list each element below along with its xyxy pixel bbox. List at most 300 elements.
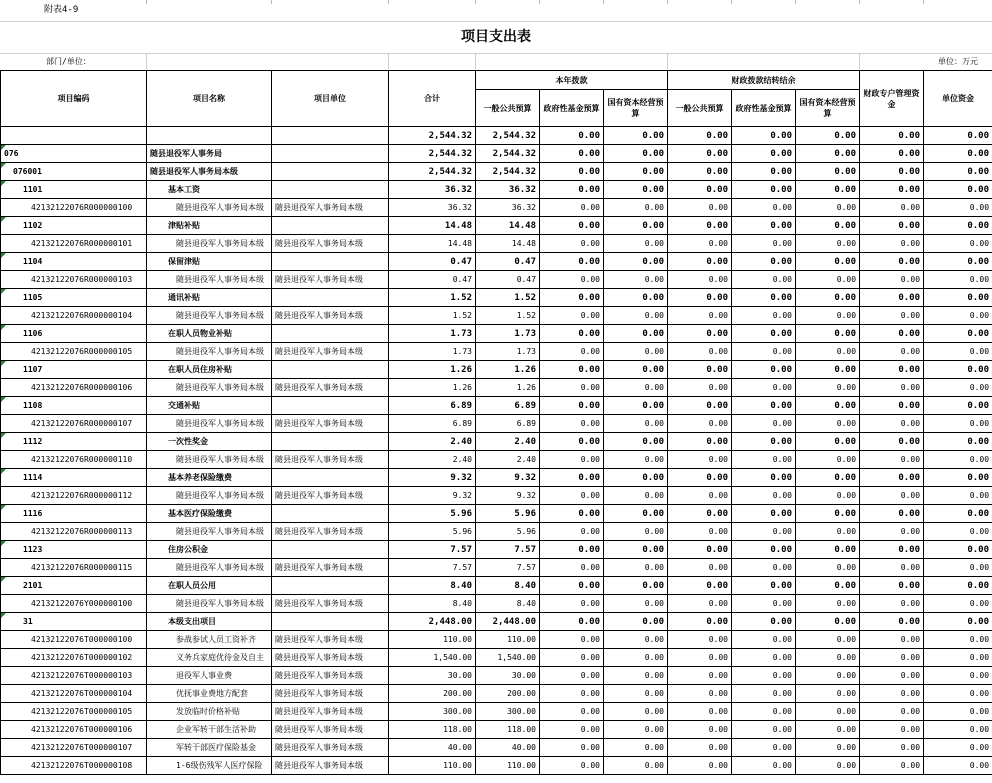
cell-zero-value[interactable]: 0.00 xyxy=(796,415,860,433)
cell-zero-value[interactable]: 0.00 xyxy=(924,487,992,505)
cell-project-code[interactable]: 42132122076R000000101 xyxy=(1,235,147,253)
header-general-public-budget[interactable]: 一般公共预算 xyxy=(476,90,540,127)
cell-project-unit[interactable]: 随县退役军人事务局本级 xyxy=(272,235,389,253)
cell-general-public-budget[interactable]: 1,540.00 xyxy=(476,649,540,667)
cell-general-public-budget[interactable]: 1.26 xyxy=(476,361,540,379)
cell-zero-value[interactable]: 0.00 xyxy=(604,577,668,595)
cell-total[interactable]: 2,544.32 xyxy=(389,163,476,181)
cell-general-public-budget[interactable]: 1.52 xyxy=(476,289,540,307)
cell-total[interactable]: 1.26 xyxy=(389,361,476,379)
cell-zero-value[interactable]: 0.00 xyxy=(732,505,796,523)
cell-project-unit[interactable] xyxy=(272,127,389,145)
cell-project-code[interactable]: 2101 xyxy=(1,577,147,595)
cell-general-public-budget[interactable]: 5.96 xyxy=(476,523,540,541)
cell-general-public-budget[interactable]: 7.57 xyxy=(476,559,540,577)
cell-zero-value[interactable]: 0.00 xyxy=(732,307,796,325)
cell-zero-value[interactable]: 0.00 xyxy=(540,703,604,721)
cell-project-unit[interactable]: 随县退役军人事务局本级 xyxy=(272,595,389,613)
cell-zero-value[interactable]: 0.00 xyxy=(796,559,860,577)
cell-zero-value[interactable]: 0.00 xyxy=(796,361,860,379)
cell-zero-value[interactable]: 0.00 xyxy=(924,757,992,775)
cell-project-name[interactable] xyxy=(147,127,272,145)
cell-project-name[interactable]: 一次性奖金 xyxy=(147,433,272,451)
cell-total[interactable]: 110.00 xyxy=(389,631,476,649)
cell-zero-value[interactable]: 0.00 xyxy=(604,145,668,163)
cell-zero-value[interactable]: 0.00 xyxy=(668,397,732,415)
cell-zero-value[interactable]: 0.00 xyxy=(604,379,668,397)
cell-zero-value[interactable]: 0.00 xyxy=(540,397,604,415)
cell-project-name[interactable]: 退役军人事业费 xyxy=(147,667,272,685)
cell-project-name[interactable]: 军转干部医疗保险基金 xyxy=(147,739,272,757)
cell-project-name[interactable]: 住房公积金 xyxy=(147,541,272,559)
cell-project-code[interactable]: 1108 xyxy=(1,397,147,415)
cell-zero-value[interactable]: 0.00 xyxy=(540,721,604,739)
cell-zero-value[interactable]: 0.00 xyxy=(604,469,668,487)
cell-project-name[interactable]: 随县退役军人事务局 xyxy=(147,145,272,163)
cell-zero-value[interactable]: 0.00 xyxy=(924,199,992,217)
cell-general-public-budget[interactable]: 0.47 xyxy=(476,271,540,289)
cell-zero-value[interactable]: 0.00 xyxy=(604,235,668,253)
cell-zero-value[interactable]: 0.00 xyxy=(860,595,924,613)
cell-project-code[interactable]: 42132122076Y000000100 xyxy=(1,595,147,613)
cell-zero-value[interactable]: 0.00 xyxy=(796,685,860,703)
cell-zero-value[interactable]: 0.00 xyxy=(796,127,860,145)
cell-zero-value[interactable]: 0.00 xyxy=(668,523,732,541)
cell-project-name[interactable]: 随县退役军人事务局本级 xyxy=(147,199,272,217)
cell-zero-value[interactable]: 0.00 xyxy=(668,217,732,235)
cell-general-public-budget[interactable]: 6.89 xyxy=(476,397,540,415)
cell-zero-value[interactable]: 0.00 xyxy=(604,559,668,577)
cell-zero-value[interactable]: 0.00 xyxy=(732,577,796,595)
cell-zero-value[interactable]: 0.00 xyxy=(668,739,732,757)
cell-zero-value[interactable]: 0.00 xyxy=(668,451,732,469)
cell-zero-value[interactable]: 0.00 xyxy=(732,145,796,163)
cell-general-public-budget[interactable]: 110.00 xyxy=(476,757,540,775)
cell-general-public-budget[interactable]: 110.00 xyxy=(476,631,540,649)
cell-project-code[interactable]: 1114 xyxy=(1,469,147,487)
cell-project-code[interactable]: 1112 xyxy=(1,433,147,451)
cell-project-unit[interactable] xyxy=(272,433,389,451)
cell-zero-value[interactable]: 0.00 xyxy=(796,235,860,253)
cell-total[interactable]: 6.89 xyxy=(389,397,476,415)
cell-zero-value[interactable]: 0.00 xyxy=(924,361,992,379)
cell-total[interactable]: 6.89 xyxy=(389,415,476,433)
cell-zero-value[interactable]: 0.00 xyxy=(924,739,992,757)
cell-zero-value[interactable]: 0.00 xyxy=(924,271,992,289)
cell-project-name[interactable]: 随县退役军人事务局本级 xyxy=(147,523,272,541)
cell-zero-value[interactable]: 0.00 xyxy=(860,145,924,163)
cell-zero-value[interactable]: 0.00 xyxy=(796,577,860,595)
header-project-unit[interactable]: 项目单位 xyxy=(272,71,389,127)
cell-zero-value[interactable]: 0.00 xyxy=(860,685,924,703)
cell-zero-value[interactable]: 0.00 xyxy=(668,703,732,721)
cell-zero-value[interactable]: 0.00 xyxy=(924,595,992,613)
cell-zero-value[interactable]: 0.00 xyxy=(924,649,992,667)
cell-zero-value[interactable]: 0.00 xyxy=(604,325,668,343)
cell-zero-value[interactable]: 0.00 xyxy=(796,379,860,397)
cell-general-public-budget[interactable]: 8.40 xyxy=(476,595,540,613)
cell-project-name[interactable]: 基本医疗保险缴费 xyxy=(147,505,272,523)
cell-total[interactable]: 200.00 xyxy=(389,685,476,703)
cell-zero-value[interactable]: 0.00 xyxy=(668,505,732,523)
cell-zero-value[interactable]: 0.00 xyxy=(796,505,860,523)
cell-zero-value[interactable]: 0.00 xyxy=(540,487,604,505)
cell-project-name[interactable]: 在职人员住房补贴 xyxy=(147,361,272,379)
cell-project-unit[interactable]: 随县退役军人事务局本级 xyxy=(272,685,389,703)
cell-project-unit[interactable]: 随县退役军人事务局本级 xyxy=(272,523,389,541)
cell-zero-value[interactable]: 0.00 xyxy=(540,217,604,235)
cell-zero-value[interactable]: 0.00 xyxy=(732,595,796,613)
cell-project-code[interactable]: 42132122076T000000102 xyxy=(1,649,147,667)
cell-zero-value[interactable]: 0.00 xyxy=(924,631,992,649)
cell-zero-value[interactable]: 0.00 xyxy=(540,307,604,325)
cell-project-code[interactable]: 076001 xyxy=(1,163,147,181)
cell-total[interactable]: 7.57 xyxy=(389,541,476,559)
cell-zero-value[interactable]: 0.00 xyxy=(668,343,732,361)
cell-zero-value[interactable]: 0.00 xyxy=(668,613,732,631)
cell-general-public-budget[interactable]: 2,544.32 xyxy=(476,145,540,163)
cell-zero-value[interactable]: 0.00 xyxy=(540,613,604,631)
cell-general-public-budget[interactable]: 1.52 xyxy=(476,307,540,325)
cell-project-unit[interactable]: 随县退役军人事务局本级 xyxy=(272,379,389,397)
cell-zero-value[interactable]: 0.00 xyxy=(732,397,796,415)
cell-zero-value[interactable]: 0.00 xyxy=(540,163,604,181)
cell-project-name[interactable]: 交通补贴 xyxy=(147,397,272,415)
cell-zero-value[interactable]: 0.00 xyxy=(668,127,732,145)
cell-project-code[interactable]: 42132122076R000000105 xyxy=(1,343,147,361)
header-fiscal-carryover[interactable]: 财政拨款结转结余 xyxy=(668,71,860,90)
cell-zero-value[interactable]: 0.00 xyxy=(540,685,604,703)
cell-zero-value[interactable]: 0.00 xyxy=(540,199,604,217)
cell-zero-value[interactable]: 0.00 xyxy=(668,163,732,181)
cell-zero-value[interactable]: 0.00 xyxy=(668,289,732,307)
cell-general-public-budget[interactable]: 5.96 xyxy=(476,505,540,523)
cell-zero-value[interactable]: 0.00 xyxy=(860,361,924,379)
cell-general-public-budget[interactable]: 200.00 xyxy=(476,685,540,703)
cell-zero-value[interactable]: 0.00 xyxy=(540,145,604,163)
cell-zero-value[interactable]: 0.00 xyxy=(732,433,796,451)
header-carryover-state-capital-budget[interactable]: 国有资本经营预算 xyxy=(796,90,860,127)
cell-project-code[interactable]: 42132122076T000000100 xyxy=(1,631,147,649)
cell-zero-value[interactable]: 0.00 xyxy=(860,487,924,505)
cell-zero-value[interactable]: 0.00 xyxy=(924,343,992,361)
cell-project-unit[interactable]: 随县退役军人事务局本级 xyxy=(272,667,389,685)
cell-project-name[interactable]: 随县退役军人事务局本级 xyxy=(147,343,272,361)
cell-zero-value[interactable]: 0.00 xyxy=(796,667,860,685)
cell-zero-value[interactable]: 0.00 xyxy=(732,469,796,487)
cell-zero-value[interactable]: 0.00 xyxy=(860,253,924,271)
cell-zero-value[interactable]: 0.00 xyxy=(860,289,924,307)
cell-project-code[interactable]: 42132122076T000000103 xyxy=(1,667,147,685)
cell-project-code[interactable]: 1116 xyxy=(1,505,147,523)
cell-total[interactable]: 8.40 xyxy=(389,595,476,613)
cell-zero-value[interactable]: 0.00 xyxy=(732,559,796,577)
cell-zero-value[interactable]: 0.00 xyxy=(668,415,732,433)
cell-project-unit[interactable] xyxy=(272,577,389,595)
cell-total[interactable]: 36.32 xyxy=(389,199,476,217)
cell-general-public-budget[interactable]: 9.32 xyxy=(476,469,540,487)
cell-zero-value[interactable]: 0.00 xyxy=(668,541,732,559)
cell-zero-value[interactable]: 0.00 xyxy=(796,469,860,487)
cell-zero-value[interactable]: 0.00 xyxy=(732,523,796,541)
cell-zero-value[interactable]: 0.00 xyxy=(668,685,732,703)
cell-zero-value[interactable]: 0.00 xyxy=(732,217,796,235)
cell-zero-value[interactable]: 0.00 xyxy=(668,433,732,451)
cell-project-code[interactable]: 1107 xyxy=(1,361,147,379)
cell-zero-value[interactable]: 0.00 xyxy=(668,307,732,325)
cell-zero-value[interactable]: 0.00 xyxy=(924,253,992,271)
cell-zero-value[interactable]: 0.00 xyxy=(732,631,796,649)
cell-zero-value[interactable]: 0.00 xyxy=(924,145,992,163)
cell-zero-value[interactable]: 0.00 xyxy=(924,541,992,559)
cell-project-unit[interactable]: 随县退役军人事务局本级 xyxy=(272,757,389,775)
cell-zero-value[interactable]: 0.00 xyxy=(604,703,668,721)
cell-zero-value[interactable]: 0.00 xyxy=(540,559,604,577)
cell-zero-value[interactable]: 0.00 xyxy=(860,559,924,577)
cell-zero-value[interactable]: 0.00 xyxy=(796,325,860,343)
cell-project-name[interactable]: 企业军转干部生活补助 xyxy=(147,721,272,739)
cell-project-name[interactable]: 参战参试人员工资补齐 xyxy=(147,631,272,649)
cell-project-unit[interactable]: 随县退役军人事务局本级 xyxy=(272,559,389,577)
cell-zero-value[interactable]: 0.00 xyxy=(860,163,924,181)
cell-zero-value[interactable]: 0.00 xyxy=(668,235,732,253)
cell-general-public-budget[interactable]: 1.73 xyxy=(476,343,540,361)
cell-zero-value[interactable]: 0.00 xyxy=(796,253,860,271)
cell-zero-value[interactable]: 0.00 xyxy=(540,433,604,451)
cell-zero-value[interactable]: 0.00 xyxy=(796,271,860,289)
cell-zero-value[interactable]: 0.00 xyxy=(668,667,732,685)
cell-zero-value[interactable]: 0.00 xyxy=(732,487,796,505)
cell-zero-value[interactable]: 0.00 xyxy=(732,415,796,433)
cell-zero-value[interactable]: 0.00 xyxy=(796,343,860,361)
cell-zero-value[interactable]: 0.00 xyxy=(540,667,604,685)
cell-zero-value[interactable]: 0.00 xyxy=(732,181,796,199)
cell-general-public-budget[interactable]: 118.00 xyxy=(476,721,540,739)
cell-zero-value[interactable]: 0.00 xyxy=(860,577,924,595)
cell-zero-value[interactable]: 0.00 xyxy=(796,397,860,415)
cell-zero-value[interactable]: 0.00 xyxy=(732,739,796,757)
cell-total[interactable]: 9.32 xyxy=(389,487,476,505)
cell-zero-value[interactable]: 0.00 xyxy=(668,469,732,487)
cell-zero-value[interactable]: 0.00 xyxy=(924,523,992,541)
cell-zero-value[interactable]: 0.00 xyxy=(860,325,924,343)
cell-zero-value[interactable]: 0.00 xyxy=(604,505,668,523)
cell-zero-value[interactable]: 0.00 xyxy=(924,307,992,325)
cell-zero-value[interactable]: 0.00 xyxy=(860,217,924,235)
cell-project-code[interactable]: 42132122076T000000106 xyxy=(1,721,147,739)
header-government-fund-budget[interactable]: 政府性基金预算 xyxy=(540,90,604,127)
cell-project-code[interactable]: 31 xyxy=(1,613,147,631)
cell-project-name[interactable]: 发放临时价格补贴 xyxy=(147,703,272,721)
cell-project-code[interactable]: 42132122076T000000108 xyxy=(1,757,147,775)
cell-zero-value[interactable]: 0.00 xyxy=(732,343,796,361)
cell-general-public-budget[interactable]: 14.48 xyxy=(476,235,540,253)
cell-total[interactable]: 110.00 xyxy=(389,757,476,775)
cell-zero-value[interactable]: 0.00 xyxy=(732,235,796,253)
cell-general-public-budget[interactable]: 2.40 xyxy=(476,433,540,451)
cell-project-unit[interactable] xyxy=(272,613,389,631)
cell-zero-value[interactable]: 0.00 xyxy=(540,505,604,523)
cell-general-public-budget[interactable]: 1.26 xyxy=(476,379,540,397)
cell-total[interactable]: 8.40 xyxy=(389,577,476,595)
header-carryover-general-public-budget[interactable]: 一般公共预算 xyxy=(668,90,732,127)
cell-total[interactable]: 1,540.00 xyxy=(389,649,476,667)
cell-zero-value[interactable]: 0.00 xyxy=(604,415,668,433)
cell-zero-value[interactable]: 0.00 xyxy=(732,721,796,739)
cell-zero-value[interactable]: 0.00 xyxy=(924,703,992,721)
cell-zero-value[interactable]: 0.00 xyxy=(540,757,604,775)
cell-zero-value[interactable]: 0.00 xyxy=(604,181,668,199)
cell-zero-value[interactable]: 0.00 xyxy=(860,469,924,487)
cell-zero-value[interactable]: 0.00 xyxy=(796,181,860,199)
cell-project-name[interactable]: 津贴补贴 xyxy=(147,217,272,235)
cell-zero-value[interactable]: 0.00 xyxy=(604,613,668,631)
cell-zero-value[interactable]: 0.00 xyxy=(732,667,796,685)
cell-zero-value[interactable]: 0.00 xyxy=(860,343,924,361)
cell-total[interactable]: 0.47 xyxy=(389,253,476,271)
cell-project-unit[interactable] xyxy=(272,289,389,307)
cell-general-public-budget[interactable]: 6.89 xyxy=(476,415,540,433)
cell-zero-value[interactable]: 0.00 xyxy=(540,469,604,487)
cell-project-unit[interactable] xyxy=(272,163,389,181)
cell-project-unit[interactable] xyxy=(272,397,389,415)
cell-zero-value[interactable]: 0.00 xyxy=(732,451,796,469)
cell-general-public-budget[interactable]: 30.00 xyxy=(476,667,540,685)
cell-project-unit[interactable] xyxy=(272,361,389,379)
cell-project-unit[interactable] xyxy=(272,541,389,559)
cell-general-public-budget[interactable]: 40.00 xyxy=(476,739,540,757)
cell-project-unit[interactable]: 随县退役军人事务局本级 xyxy=(272,451,389,469)
header-project-name[interactable]: 项目名称 xyxy=(147,71,272,127)
cell-zero-value[interactable]: 0.00 xyxy=(924,469,992,487)
cell-zero-value[interactable]: 0.00 xyxy=(604,649,668,667)
cell-zero-value[interactable]: 0.00 xyxy=(924,235,992,253)
cell-zero-value[interactable]: 0.00 xyxy=(732,379,796,397)
cell-zero-value[interactable]: 0.00 xyxy=(860,127,924,145)
cell-zero-value[interactable]: 0.00 xyxy=(860,523,924,541)
cell-zero-value[interactable]: 0.00 xyxy=(796,631,860,649)
cell-project-name[interactable]: 随县退役军人事务局本级 xyxy=(147,307,272,325)
cell-project-unit[interactable]: 随县退役军人事务局本级 xyxy=(272,703,389,721)
cell-zero-value[interactable]: 0.00 xyxy=(924,685,992,703)
cell-project-unit[interactable]: 随县退役军人事务局本级 xyxy=(272,721,389,739)
cell-zero-value[interactable]: 0.00 xyxy=(668,559,732,577)
cell-project-unit[interactable] xyxy=(272,505,389,523)
cell-project-code[interactable]: 42132122076R000000106 xyxy=(1,379,147,397)
cell-zero-value[interactable]: 0.00 xyxy=(732,649,796,667)
cell-total[interactable]: 0.47 xyxy=(389,271,476,289)
cell-zero-value[interactable]: 0.00 xyxy=(732,541,796,559)
cell-zero-value[interactable]: 0.00 xyxy=(604,361,668,379)
cell-project-code[interactable]: 42132122076R000000110 xyxy=(1,451,147,469)
cell-zero-value[interactable]: 0.00 xyxy=(540,235,604,253)
cell-zero-value[interactable]: 0.00 xyxy=(668,757,732,775)
cell-project-unit[interactable] xyxy=(272,253,389,271)
cell-zero-value[interactable]: 0.00 xyxy=(668,361,732,379)
cell-zero-value[interactable]: 0.00 xyxy=(860,541,924,559)
cell-zero-value[interactable]: 0.00 xyxy=(604,739,668,757)
cell-zero-value[interactable]: 0.00 xyxy=(796,703,860,721)
cell-zero-value[interactable]: 0.00 xyxy=(540,325,604,343)
cell-zero-value[interactable]: 0.00 xyxy=(540,343,604,361)
cell-zero-value[interactable]: 0.00 xyxy=(924,577,992,595)
cell-zero-value[interactable]: 0.00 xyxy=(540,631,604,649)
cell-zero-value[interactable]: 0.00 xyxy=(604,595,668,613)
cell-zero-value[interactable]: 0.00 xyxy=(732,163,796,181)
cell-zero-value[interactable]: 0.00 xyxy=(924,721,992,739)
cell-zero-value[interactable]: 0.00 xyxy=(604,523,668,541)
cell-zero-value[interactable]: 0.00 xyxy=(924,397,992,415)
cell-project-unit[interactable] xyxy=(272,325,389,343)
cell-zero-value[interactable]: 0.00 xyxy=(860,649,924,667)
cell-total[interactable]: 7.57 xyxy=(389,559,476,577)
cell-project-code[interactable]: 1123 xyxy=(1,541,147,559)
cell-zero-value[interactable]: 0.00 xyxy=(860,271,924,289)
cell-zero-value[interactable]: 0.00 xyxy=(604,631,668,649)
cell-total[interactable]: 30.00 xyxy=(389,667,476,685)
cell-project-name[interactable]: 随县退役军人事务局本级 xyxy=(147,487,272,505)
cell-project-unit[interactable]: 随县退役军人事务局本级 xyxy=(272,343,389,361)
cell-zero-value[interactable]: 0.00 xyxy=(796,649,860,667)
cell-project-name[interactable]: 义务兵家庭优待金及自主 xyxy=(147,649,272,667)
cell-project-unit[interactable]: 随县退役军人事务局本级 xyxy=(272,631,389,649)
cell-total[interactable]: 118.00 xyxy=(389,721,476,739)
cell-zero-value[interactable]: 0.00 xyxy=(540,181,604,199)
cell-zero-value[interactable]: 0.00 xyxy=(732,199,796,217)
cell-zero-value[interactable]: 0.00 xyxy=(604,667,668,685)
cell-zero-value[interactable]: 0.00 xyxy=(860,451,924,469)
cell-project-code[interactable]: 42132122076R000000112 xyxy=(1,487,147,505)
cell-zero-value[interactable]: 0.00 xyxy=(860,199,924,217)
cell-total[interactable]: 5.96 xyxy=(389,523,476,541)
cell-zero-value[interactable]: 0.00 xyxy=(540,649,604,667)
cell-zero-value[interactable]: 0.00 xyxy=(732,613,796,631)
cell-zero-value[interactable]: 0.00 xyxy=(924,217,992,235)
cell-zero-value[interactable]: 0.00 xyxy=(860,379,924,397)
cell-zero-value[interactable]: 0.00 xyxy=(668,253,732,271)
cell-total[interactable]: 9.32 xyxy=(389,469,476,487)
cell-zero-value[interactable]: 0.00 xyxy=(540,271,604,289)
cell-zero-value[interactable]: 0.00 xyxy=(860,307,924,325)
cell-project-code[interactable]: 42132122076R000000104 xyxy=(1,307,147,325)
cell-zero-value[interactable]: 0.00 xyxy=(604,217,668,235)
cell-zero-value[interactable]: 0.00 xyxy=(540,361,604,379)
cell-project-code[interactable]: 1106 xyxy=(1,325,147,343)
cell-project-code[interactable]: 1101 xyxy=(1,181,147,199)
cell-zero-value[interactable]: 0.00 xyxy=(668,487,732,505)
cell-project-name[interactable]: 在职人员物业补贴 xyxy=(147,325,272,343)
cell-total[interactable]: 36.32 xyxy=(389,181,476,199)
cell-project-unit[interactable]: 随县退役军人事务局本级 xyxy=(272,739,389,757)
header-project-code[interactable]: 项目编码 xyxy=(1,71,147,127)
cell-zero-value[interactable]: 0.00 xyxy=(604,541,668,559)
cell-zero-value[interactable]: 0.00 xyxy=(796,487,860,505)
cell-zero-value[interactable]: 0.00 xyxy=(604,199,668,217)
cell-total[interactable]: 2.40 xyxy=(389,451,476,469)
cell-total[interactable]: 2.40 xyxy=(389,433,476,451)
cell-zero-value[interactable]: 0.00 xyxy=(668,145,732,163)
cell-project-name[interactable]: 随县退役军人事务局本级 xyxy=(147,559,272,577)
cell-project-unit[interactable]: 随县退役军人事务局本级 xyxy=(272,307,389,325)
cell-zero-value[interactable]: 0.00 xyxy=(604,433,668,451)
cell-zero-value[interactable]: 0.00 xyxy=(732,127,796,145)
cell-zero-value[interactable]: 0.00 xyxy=(604,397,668,415)
cell-zero-value[interactable]: 0.00 xyxy=(860,181,924,199)
cell-project-name[interactable]: 基本养老保险缴费 xyxy=(147,469,272,487)
cell-zero-value[interactable]: 0.00 xyxy=(540,415,604,433)
header-current-year-appropriation[interactable]: 本年拨款 xyxy=(476,71,668,90)
cell-general-public-budget[interactable]: 8.40 xyxy=(476,577,540,595)
